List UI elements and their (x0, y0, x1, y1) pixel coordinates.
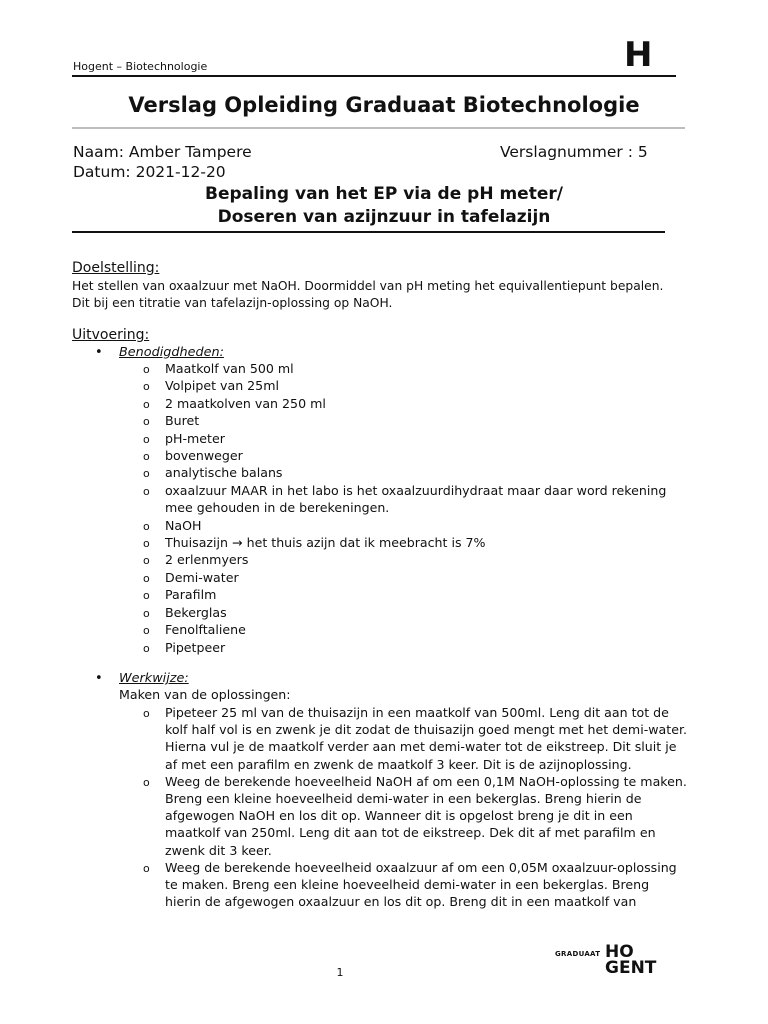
subtitle-line-1: Bepaling van het EP via de pH meter/ (205, 184, 563, 204)
list-item: o Volpipet van 25ml (143, 377, 688, 394)
list-item: o pH-meter (143, 430, 688, 447)
hogent-logo: H (624, 35, 653, 75)
werkwijze-list (143, 704, 688, 910)
list-item: o bovenweger (143, 447, 688, 464)
title-divider (72, 127, 685, 129)
page-number: 1 (336, 966, 344, 979)
subtitle-line-2: Doseren van azijnzuur in tafelazijn (217, 207, 551, 227)
bullet-icon: • (95, 345, 103, 360)
benodigdheden-list (143, 360, 688, 656)
list-item: o Pipetpeer (143, 639, 688, 656)
list-item: o Weeg de berekende hoeveelheid NaOH af om een 0,1M NaOH-oplossing te maken. Breng een kleine hoeveelheid demi-water in een bekerglas. Breng hierin de afgewogen NaOH en los dit op. Wanneer dit is opgelost breng je dit in een maatkolf van 250ml. Leng dit aan tot de eikstreep. Dek dit af met parafilm en zwenk dit 3 keer. (143, 773, 688, 859)
list-item: o Buret (143, 412, 688, 429)
footer-logo-line-2: GENT (605, 958, 657, 978)
document-title: Verslag Opleiding Graduaat Biotechnologie (128, 93, 640, 117)
footer-logo-small: GRADUAAT (555, 950, 601, 958)
list-item: o NaOH (143, 517, 688, 534)
header-divider (72, 75, 676, 77)
list-item: o analytische balans (143, 464, 688, 481)
footer-logo-line-1: HO (605, 942, 634, 962)
report-number: Verslagnummer : 5 (500, 143, 648, 161)
report-date: Datum: 2021-12-20 (73, 163, 226, 181)
doelstelling-line-2: Dit bij een titratie van tafelazijn-oplossing op NaOH. (72, 296, 393, 310)
list-item: o Thuisazijn → het thuis azijn dat ik meebracht is 7% (143, 534, 688, 551)
list-item: o Pipeteer 25 ml van de thuisazijn in een maatkolf van 500ml. Leng dit aan tot de kolf half vol is en zwenk je dit zodat de thuisazijn goed mengt met het demi-water. Hierna vul je de maatkolf verder aan met demi-water tot de eikstreep. Dit sluit je af met een parafilm en zwenk de maatkolf 3 keer. Dit is de azijnoplossing. (143, 704, 688, 773)
werkwijze-label: Werkwijze: (119, 671, 189, 686)
list-item: o Fenolftaliene (143, 621, 688, 638)
list-item: o 2 erlenmyers (143, 551, 688, 568)
benodigdheden-label: Benodigdheden: (119, 345, 224, 360)
bullet-icon: • (95, 671, 103, 686)
list-item: o oxaalzuur MAAR in het labo is het oxaalzuurdihydraat maar daar word rekening mee gehouden in de berekeningen. (143, 482, 688, 517)
list-item: o Bekerglas (143, 604, 688, 621)
list-item: o Weeg de berekende hoeveelheid oxaalzuur af om een 0,05M oxaalzuur-oplossing te maken. Breng een kleine hoeveelheid demi-water in een bekerglas. Breng hierin de afgewogen oxaalzuur en los dit op. Breng dit in een maatkolf van (143, 859, 688, 911)
header-institution: Hogent – Biotechnologie (73, 60, 208, 73)
list-item: o Parafilm (143, 586, 688, 603)
doelstelling-line-1: Het stellen van oxaalzuur met NaOH. Doormiddel van pH meting het equivallentiepunt bepalen. (72, 279, 664, 293)
list-item: o 2 maatkolven van 250 ml (143, 395, 688, 412)
list-item: o Demi-water (143, 569, 688, 586)
werkwijze-intro: Maken van de oplossingen: (119, 687, 291, 702)
subtitle-divider (72, 231, 665, 233)
list-item: o Maatkolf van 500 ml (143, 360, 688, 377)
student-name: Naam: Amber Tampere (73, 143, 252, 161)
uitvoering-heading: Uitvoering: (72, 327, 150, 343)
footer-logo-big (605, 944, 656, 976)
doelstelling-heading: Doelstelling: (72, 260, 160, 276)
